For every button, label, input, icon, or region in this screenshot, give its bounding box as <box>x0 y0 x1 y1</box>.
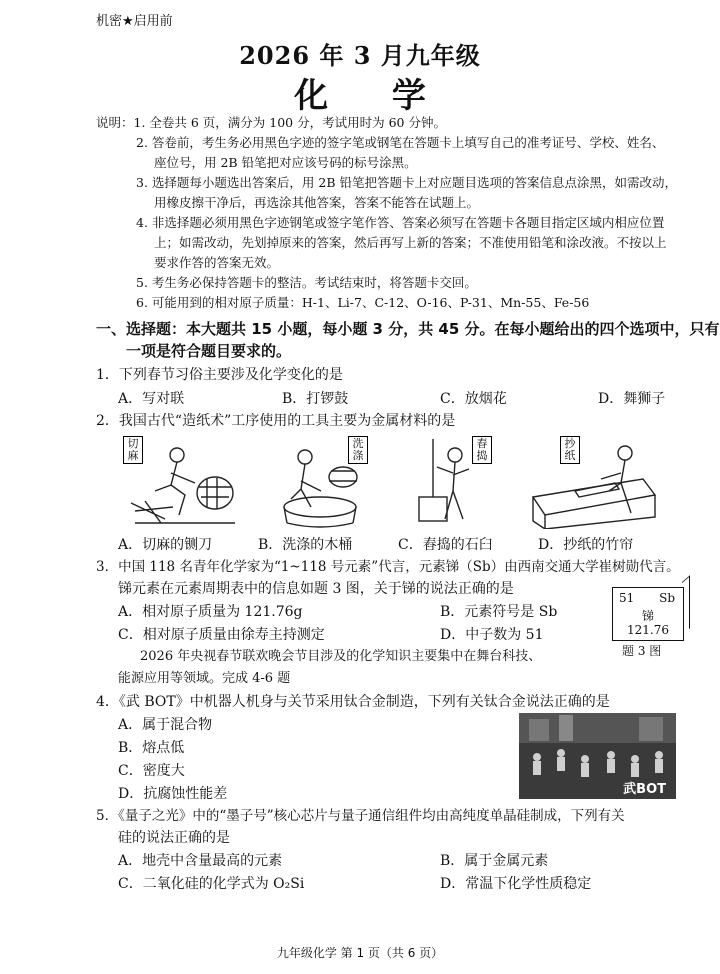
question-5-stem-1: 5．《量子之光》中的“墨子号”核心芯片与量子通信组件均由高纯度单晶硅制成，下列有关 <box>96 808 625 824</box>
q1-option-a[interactable]: A．写对联 <box>118 391 185 407</box>
question-4-stem: 4．《武 BOT》中机器人机身与关节采用钛合金制造，下列有关钛合金说法正确的是 <box>96 694 610 710</box>
question-5-stem-2: 硅的说法正确的是 <box>118 830 230 846</box>
washing-illustration <box>284 450 357 527</box>
notes-line: 要求作答的答案无效。 <box>154 255 280 270</box>
q3-option-d[interactable]: D．中子数为 51 <box>440 627 544 643</box>
step-label-cut-hemp: 切麻 <box>123 436 143 464</box>
notes-line: 上；如需改动，先划掉原来的答案，然后再写上新的答案；不准使用铅笔和涂改液。不按以上 <box>154 235 667 250</box>
atomic-mass: 121.76 <box>627 623 669 637</box>
confidential-label: 机密★启用前 <box>96 14 173 29</box>
papermaking-illustrations <box>115 433 685 529</box>
element-symbol: Sb <box>659 591 675 605</box>
q5-option-b[interactable]: B．属于金属元素 <box>440 853 549 869</box>
q3-option-b[interactable]: B．元素符号是 Sb <box>440 604 558 620</box>
atomic-number: 51 <box>619 591 635 605</box>
section-line-1: 一、选择题：本大题共 15 小题，每小题 3 分，共 45 分。在每小题给出的四个选项中，只有 <box>96 320 720 338</box>
antimony-element-cell <box>612 587 684 641</box>
q5-option-d[interactable]: D．常温下化学性质稳定 <box>440 876 592 892</box>
q1-option-d[interactable]: D．舞狮子 <box>598 391 666 407</box>
pounding-illustration <box>419 439 469 521</box>
notes-line: 3. 选择题每小题选出答案后，用 2B 铅笔把答题卡上对应题目选项的答案信息点涂黑，如需改动， <box>136 175 677 190</box>
q2-option-a[interactable]: A．切麻的铡刀 <box>118 537 213 553</box>
photo-caption: 武BOT <box>623 782 666 797</box>
notes-line-1: 说明：1. 全卷共 6 页，满分为 100 分，考试用时为 60 分钟。 <box>96 115 446 130</box>
cutting-hemp-illustration <box>131 448 235 523</box>
q1-option-b[interactable]: B．打锣鼓 <box>282 391 349 407</box>
paper-scooping-illustration <box>533 446 655 529</box>
q3-option-c[interactable]: C．相对原子质量由徐寿主持测定 <box>118 627 325 643</box>
wu-bot-stage-photo <box>519 713 676 799</box>
q4-option-d[interactable]: D．抗腐蚀性能差 <box>118 786 228 802</box>
passage-line-1: 2026 年央视春节联欢晚会节目涉及的化学知识主要集中在舞台科技、 <box>140 649 542 664</box>
q1-option-c[interactable]: C．放烟花 <box>440 391 507 407</box>
step-label-scoop: 抄纸 <box>560 436 580 464</box>
question-2-stem: 2．我国古代“造纸术”工序使用的工具主要为金属材料的是 <box>96 413 456 429</box>
q4-option-c[interactable]: C．密度大 <box>118 763 185 779</box>
exam-title: 2026 年 3 月九年级 <box>239 41 481 70</box>
notes-line: 6. 可能用到的相对原子质量：H-1、Li-7、C-12、O-16、P-31、Mn-55、Fe-56 <box>136 295 590 310</box>
figure-3-caption: 题 3 图 <box>622 644 662 658</box>
q5-option-c[interactable]: C．二氧化硅的化学式为 O₂Si <box>118 876 305 892</box>
notes-line: 座位号，用 2B 铅笔把对应该号码的标号涂黑。 <box>154 155 417 170</box>
q5-option-a[interactable]: A．地壳中含量最高的元素 <box>118 853 283 869</box>
notes-line: 4. 非选择题必须用黑色字迹钢笔或签字笔作答、答案必须写在答题卡各题目指定区域内相应位置 <box>136 215 665 230</box>
notes-line: 5. 考生务必保持答题卡的整洁。考试结束时，将答题卡交回。 <box>136 275 477 290</box>
q2-option-b[interactable]: B．洗涤的木桶 <box>258 537 353 553</box>
step-label-wash: 洗涤 <box>348 436 368 464</box>
element-name: 锑 <box>641 609 654 623</box>
notes-line: 用橡皮擦干净后，再选涂其他答案，答案不能答在试题上。 <box>154 195 480 210</box>
subject-title: 化 学 <box>294 76 452 116</box>
section-line-2: 一项是符合题目要求的。 <box>126 342 292 360</box>
page-footer: 九年级化学 第 1 页（共 6 页） <box>276 946 444 960</box>
notes-line: 2. 答卷前，考生务必用黑色字迹的签字笔或钢笔在答题卡上填写自己的准考证号、学校、姓名、 <box>136 135 665 150</box>
q4-option-a[interactable]: A．属于混合物 <box>118 717 213 733</box>
question-3-stem-1: 3．中国 118 名青年化学家为“1~118 号元素”代言，元素锑（Sb）由西南交通大学崔树勋代言。 <box>96 559 680 575</box>
q2-option-c[interactable]: C．舂捣的石臼 <box>398 537 493 553</box>
question-3-stem-2: 锑元素在元素周期表中的信息如题 3 图，关于锑的说法正确的是 <box>118 581 514 597</box>
passage-line-2: 能源应用等领域。完成 4-6 题 <box>118 671 291 686</box>
q2-option-d[interactable]: D．抄纸的竹帘 <box>538 537 634 553</box>
step-label-pound: 舂捣 <box>472 436 492 464</box>
q4-option-b[interactable]: B．熔点低 <box>118 740 185 756</box>
q3-option-a[interactable]: A．相对原子质量为 121.76g <box>118 604 303 620</box>
section-heading <box>96 318 720 362</box>
question-1-stem: 1．下列春节习俗主要涉及化学变化的是 <box>96 367 343 383</box>
